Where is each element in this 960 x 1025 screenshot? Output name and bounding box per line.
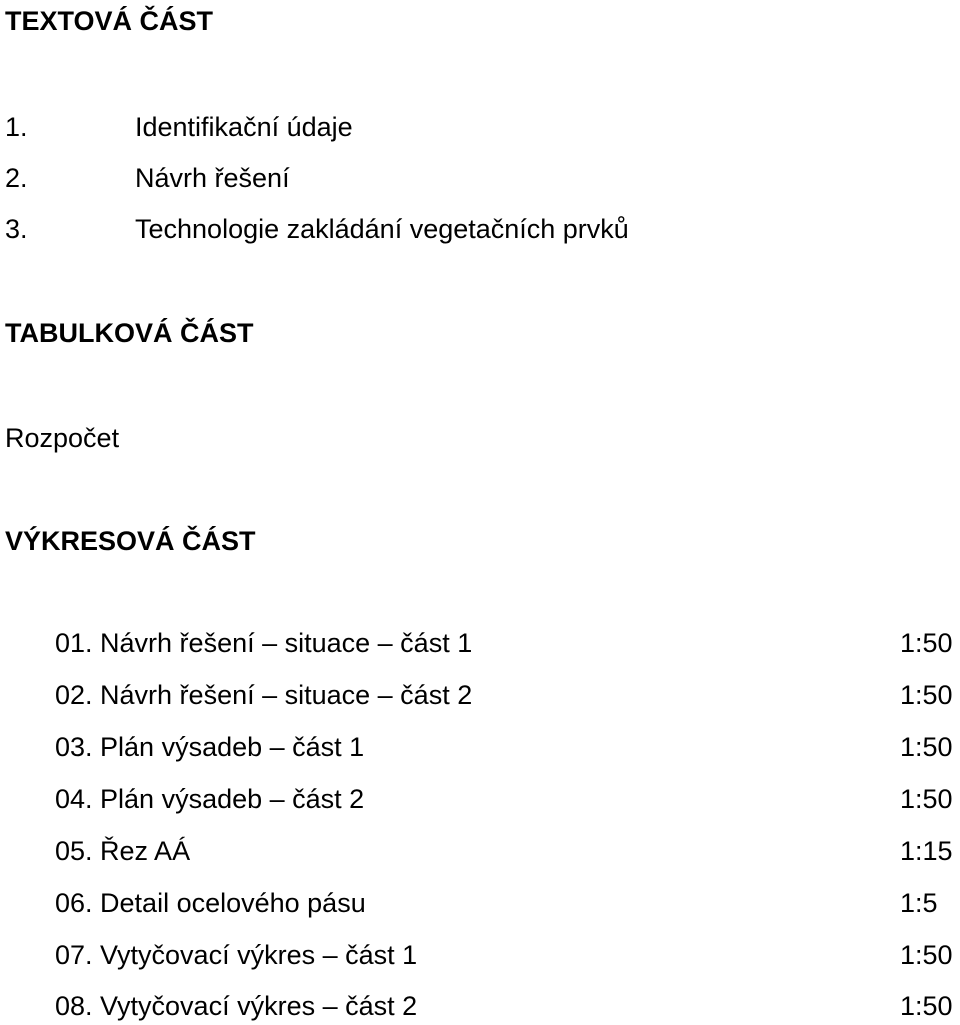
drawing-title: 04. Plán výsadeb – část 2 <box>55 784 365 814</box>
drawing-row <box>55 890 960 922</box>
drawing-scale: 1:50 <box>900 628 953 658</box>
drawing-title: 06. Detail ocelového pásu <box>55 888 366 918</box>
drawing-row <box>55 682 960 714</box>
drawing-row <box>55 786 960 818</box>
section-heading-vykresova-cast: VÝKRESOVÁ ČÁST <box>5 526 256 556</box>
drawing-scale: 1:5 <box>900 888 938 918</box>
list-item-number: 1. <box>5 112 28 142</box>
list-item-number: 3. <box>5 214 28 244</box>
list-item-rozpocet: Rozpočet <box>5 423 120 453</box>
drawing-scale: 1:50 <box>900 680 953 710</box>
list-item-number: 2. <box>5 163 28 193</box>
section-heading-tabulkova-cast: TABULKOVÁ ČÁST <box>5 318 254 348</box>
drawing-title: 01. Návrh řešení – situace – část 1 <box>55 628 473 658</box>
drawing-row <box>55 838 960 870</box>
drawing-title: 02. Návrh řešení – situace – část 2 <box>55 680 473 710</box>
drawing-scale: 1:50 <box>900 991 953 1021</box>
drawing-title: 07. Vytyčovací výkres – část 1 <box>55 940 418 970</box>
drawing-title: 08. Vytyčovací výkres – část 2 <box>55 991 418 1021</box>
drawing-scale: 1:15 <box>900 836 953 866</box>
drawing-scale: 1:50 <box>900 784 953 814</box>
list-item-text: Technologie zakládání vegetačních prvků <box>135 214 629 244</box>
list-item-text: Identifikační údaje <box>135 112 353 142</box>
drawing-row <box>55 734 960 766</box>
drawing-row <box>55 630 960 662</box>
drawing-scale: 1:50 <box>900 940 953 970</box>
drawing-row <box>55 993 960 1025</box>
list-item-text: Návrh řešení <box>135 163 290 193</box>
drawing-scale: 1:50 <box>900 732 953 762</box>
drawing-row <box>55 942 960 974</box>
drawing-title: 03. Plán výsadeb – část 1 <box>55 732 365 762</box>
section-heading-textova-cast: TEXTOVÁ ČÁST <box>5 6 214 36</box>
drawing-title: 05. Řez AÁ <box>55 836 191 866</box>
